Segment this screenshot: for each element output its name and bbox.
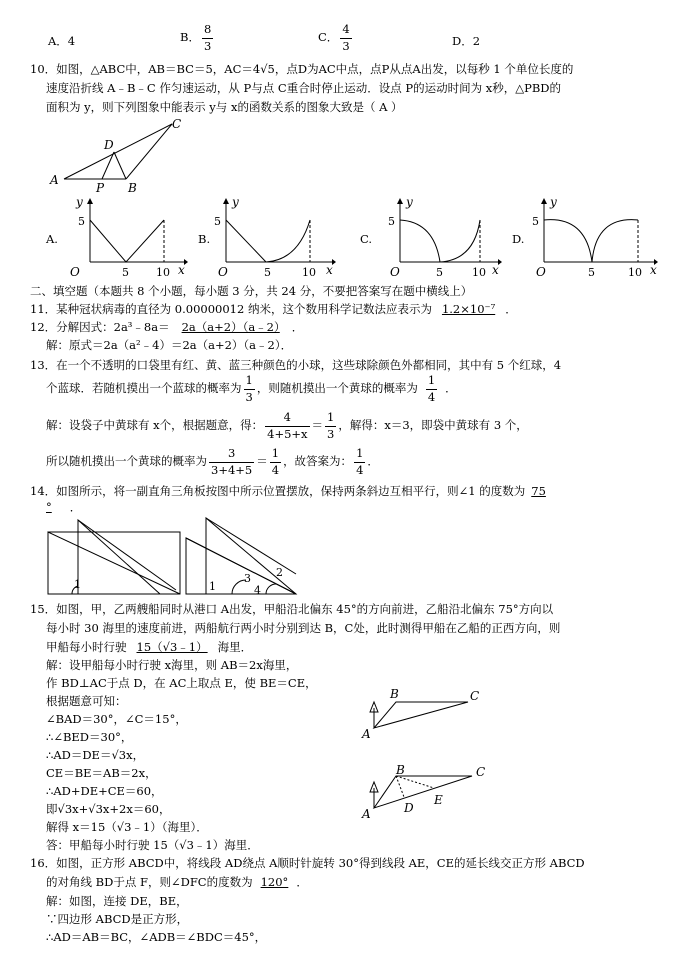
svg-text:O: O <box>390 265 400 279</box>
svg-text:5: 5 <box>532 215 539 228</box>
svg-text:5: 5 <box>264 266 271 279</box>
q15-sol-0: 解：设甲船每小时行驶 x海里，则 AB＝2x海里， <box>46 658 298 672</box>
q15-sol-10: 答：甲船每小时行驶 15（√3﹣1）海里． <box>46 838 259 852</box>
q15-sol-6: CE＝BE＝AB＝2x， <box>46 766 157 780</box>
q16-sol-0: 解：如图，连接 DE，BE， <box>46 894 188 908</box>
svg-text:5: 5 <box>588 266 595 279</box>
q10-triangle-figure <box>44 116 194 196</box>
graph-label-c: C. <box>360 232 373 246</box>
svg-text:y: y <box>406 196 413 209</box>
graph-label-a: A. <box>46 232 58 246</box>
graph-d <box>530 196 670 280</box>
svg-text:x: x <box>178 263 185 277</box>
svg-text:10: 10 <box>628 266 642 279</box>
q14-figure-2 <box>184 514 304 598</box>
q10-line2: 速度沿折线 A﹣B﹣C 作匀速运动，从 P与点 C重合时停止运动．设点 P的运动时间为 x秒，△PBD的 <box>46 81 561 95</box>
svg-text:D: D <box>404 801 414 815</box>
q15-line1: 15．如图，甲，乙两艘船同时从港口 A出发，甲船沿北偏东 45°的方向前进，乙船沿北偏东 75°方向以 <box>30 602 554 616</box>
q13-solution-line2: 所以随机摸出一个黄球的概率为 $\frac{3}{3+4+5}$ ＝ $\frac{1}{4}$ ，故答案为： $\frac{1}{4}$ ． <box>46 446 379 477</box>
q10-label-c: C <box>172 117 182 131</box>
q15-sol-9: 解得 x＝15（√3﹣1）（海里）． <box>46 820 208 834</box>
q15-sol-5: ∴AD＝DE＝√3x， <box>46 748 145 762</box>
svg-text:B: B <box>390 687 399 701</box>
svg-text:A: A <box>362 727 371 740</box>
svg-text:A: A <box>362 807 371 821</box>
q10-label-a: A <box>50 173 59 187</box>
svg-text:B: B <box>396 764 405 777</box>
q9-option-c: C． $\frac{4}{3}$ <box>318 22 350 53</box>
svg-text:10: 10 <box>472 266 486 279</box>
svg-text:O: O <box>536 265 546 279</box>
svg-text:10: 10 <box>302 266 316 279</box>
q15-sol-7: ∴AD+DE+CE＝60， <box>46 784 163 798</box>
q15-sol-3: ∠BAD＝30°，∠C＝15°， <box>46 712 187 726</box>
svg-text:O: O <box>70 265 80 279</box>
q15-figure-2 <box>360 764 500 824</box>
q15-sol-1: 作 BD⊥AC于点 D，在 AC上取点 E，使 BE＝CE， <box>46 676 317 690</box>
q15-figure-1 <box>360 684 500 740</box>
svg-text:C: C <box>476 765 486 779</box>
q16-sol-2: ∴AD＝AB＝BC，∠ADB＝∠BDC＝45°， <box>46 930 267 944</box>
q11: 11．某种冠状病毒的直径为 0.00000012 纳米，这个数用科学记数法应表示为 1.2×10⁻⁷ ． <box>30 302 517 316</box>
q10-line3: 面积为 y，则下列图象中能表示 y与 x的函数关系的图象大致是（ A ） <box>46 100 403 114</box>
q16-sol-1: ∵四边形 ABCD是正方形， <box>46 912 189 926</box>
q13-line2: 个蓝球．若随机摸出一个蓝球的概率为 $\frac{1}{3}$ ，则随机摸出一个黄球的概率为 $\frac{1}{4}$ ． <box>46 373 457 404</box>
q16-line2: 的对角线 BD于点 F，则∠DFC的度数为 120° ． <box>46 875 308 889</box>
q13-solution-line1: 解：设袋子中黄球有 x个，根据题意，得： $\frac{4}{4+5+x}$ ＝ $\frac{1}{3}$ ，解得：x＝3，即袋中黄球有 3 个， <box>46 410 528 441</box>
svg-text:1: 1 <box>209 580 216 593</box>
svg-text:5: 5 <box>78 215 85 228</box>
svg-text:5: 5 <box>436 266 443 279</box>
graph-label-d: D. <box>512 232 525 246</box>
svg-text:4: 4 <box>254 584 261 597</box>
svg-text:O: O <box>218 265 228 279</box>
q9-option-b: B． $\frac{8}{3}$ <box>180 22 212 53</box>
q9-option-d: D．2 <box>452 34 481 48</box>
svg-text:y: y <box>76 196 83 209</box>
q10-label-p: P <box>96 181 105 195</box>
graph-label-b: B. <box>198 232 211 246</box>
svg-text:x: x <box>492 263 499 277</box>
svg-text:y: y <box>232 196 239 209</box>
svg-text:y: y <box>550 196 557 209</box>
svg-text:3: 3 <box>244 572 251 585</box>
q13-line1: 13．在一个不透明的口袋里有红、黄、蓝三种颜色的小球，这些球除颜色外都相同，其中有 5 个红球，4 <box>30 358 562 372</box>
q14-figure-1 <box>44 516 184 598</box>
graph-a <box>60 196 190 280</box>
svg-text:x: x <box>326 263 333 277</box>
svg-text:1: 1 <box>74 578 81 591</box>
svg-text:10: 10 <box>156 266 170 279</box>
svg-text:E: E <box>434 793 443 807</box>
q16-line1: 16．如图，正方形 ABCD中，将线段 AD绕点 A顺时针旋转 30°得到线段 AE，CE的延长线交正方形 ABCD <box>30 856 585 870</box>
q15-sol-2: 根据题意可知： <box>46 694 127 708</box>
q15-sol-8: 即√3x+√3x+2x＝60， <box>46 802 171 816</box>
section-2-heading: 二、填空题（本题共 8 个小题，每小题 3 分，共 24 分，不要把答案写在题中横线上） <box>30 284 473 298</box>
svg-text:C: C <box>470 689 480 703</box>
q14-line1: 14．如图所示，将一副直角三角板按图中所示位置摆放，保持两条斜边互相平行，则∠1 的度数为 75 <box>30 484 546 498</box>
q12: 12．分解因式：2a³﹣8a＝ 2a（a+2）（a﹣2） ． <box>30 320 304 334</box>
q10-label-b: B <box>128 181 137 195</box>
svg-text:x: x <box>650 263 657 277</box>
svg-text:2: 2 <box>276 566 283 579</box>
q15-sol-4: ∴∠BED＝30°， <box>46 730 133 744</box>
graph-b <box>212 196 342 280</box>
svg-text:5: 5 <box>214 215 221 228</box>
q12-solution: 解：原式＝2a（a²﹣4）＝2a（a+2）（a﹣2）． <box>46 338 293 352</box>
svg-text:5: 5 <box>122 266 129 279</box>
q15-line2: 每小时 30 海里的速度前进，两船航行两小时分别到达 B，C处，此时测得甲船在乙船的正西方向，则 <box>46 621 561 635</box>
q10-line1: 10．如图，△ABC中，AB＝BC＝5，AC＝4√5，点D为AC中点，点P从点A出发，以每秒 1 个单位长度的 <box>30 62 574 76</box>
q15-line3: 甲船每小时行驶 15（√3﹣1） 海里． <box>46 640 253 654</box>
q10-label-d: D <box>104 138 114 152</box>
graph-c <box>378 196 508 280</box>
q14-line2: ° ． <box>46 500 82 514</box>
svg-text:5: 5 <box>388 215 395 228</box>
q9-option-a: A．4 <box>48 34 76 48</box>
